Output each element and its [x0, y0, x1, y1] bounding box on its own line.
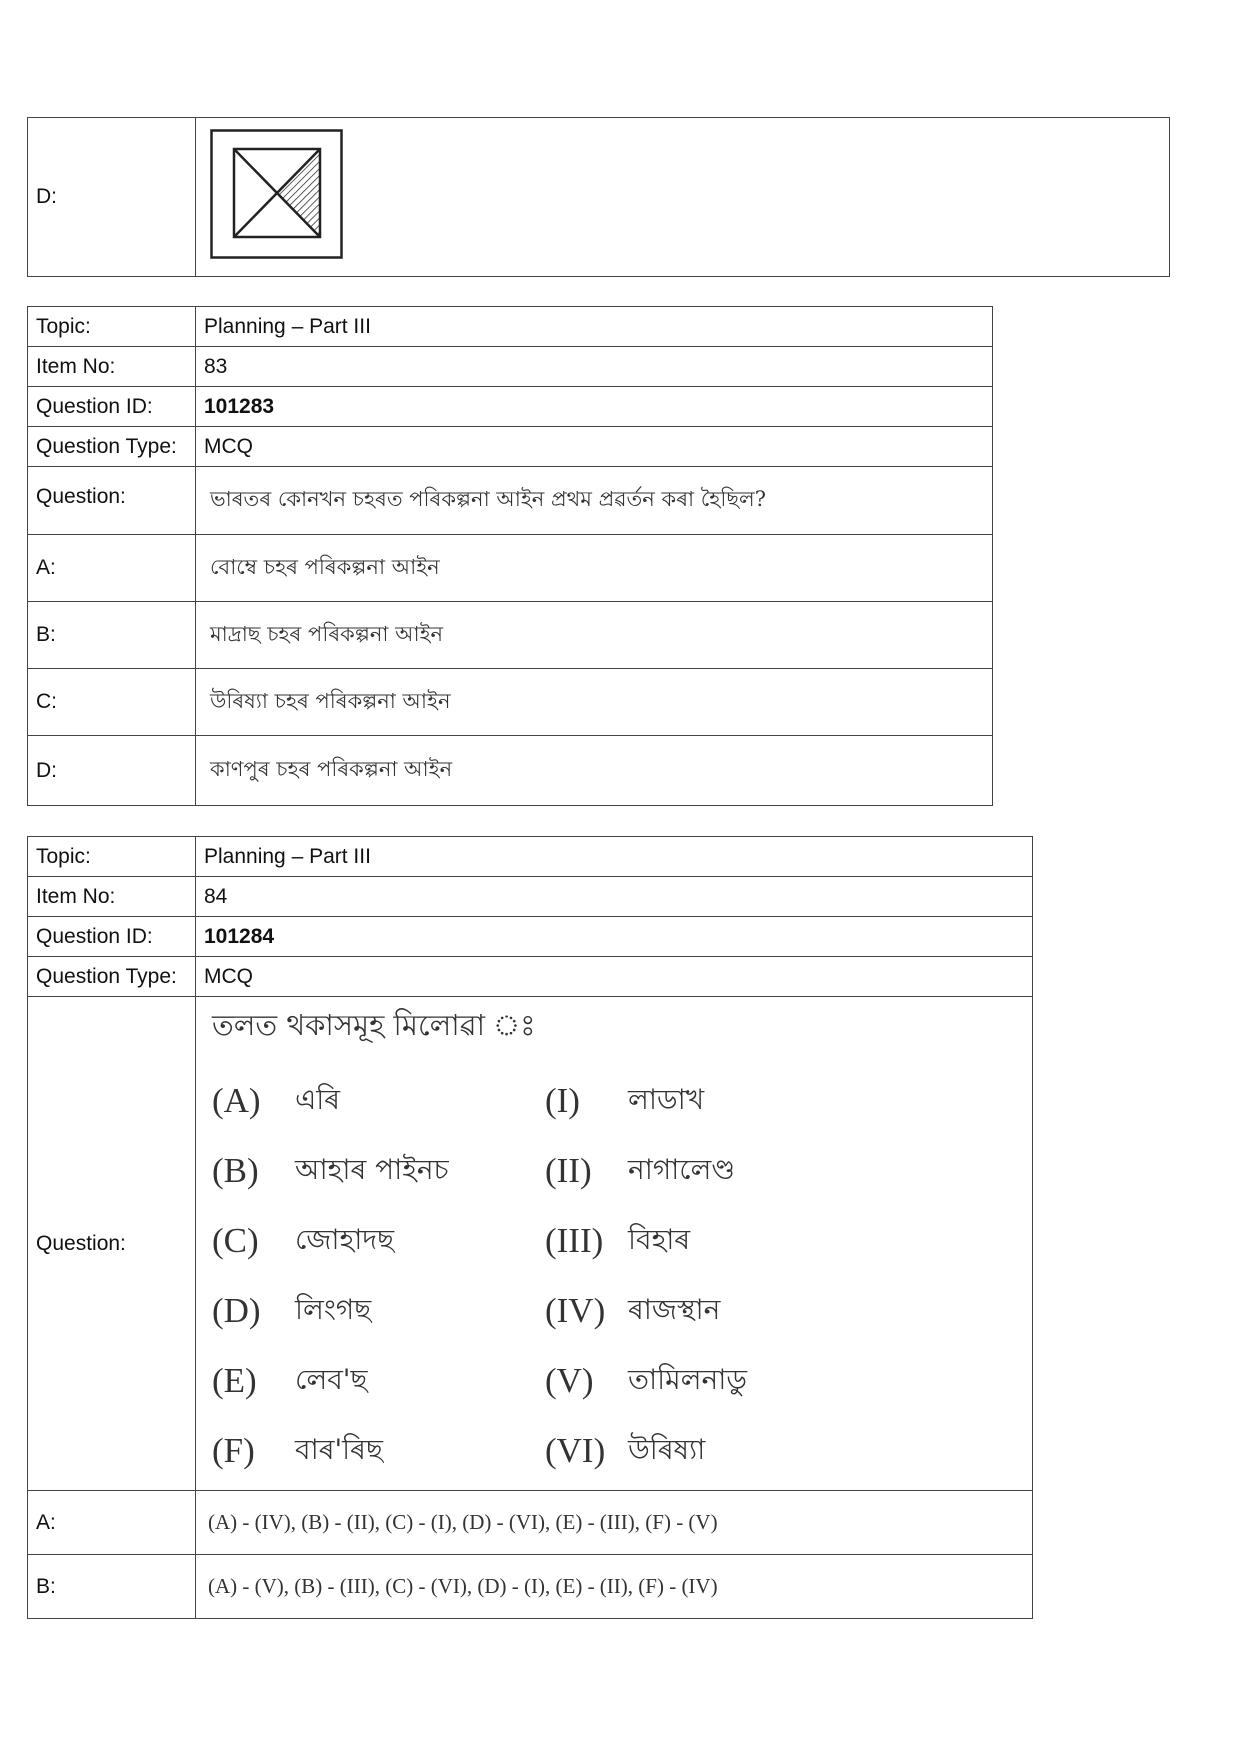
option-text: মাদ্ৰাছ চহৰ পৰিকল্পনা আইন	[196, 602, 993, 669]
match-row	[212, 1346, 1024, 1416]
question-cell	[196, 997, 1033, 1491]
crossed-square-half-hatched-icon	[210, 129, 344, 259]
option-label: C:	[28, 669, 196, 736]
match-right-key: (II)	[545, 1151, 592, 1190]
question-type-label: Question Type:	[28, 957, 196, 997]
item-no-value: 83	[196, 347, 993, 387]
question-id-value: 101283	[204, 394, 275, 418]
item-no-value: 84	[196, 877, 1033, 917]
match-left-key: (E)	[212, 1361, 257, 1400]
item-no-label: Item No:	[28, 347, 196, 387]
question-text: তলত থকাসমূহ মিলোৱা ঃ	[212, 1008, 536, 1042]
match-right-value: উৰিষ্যা	[628, 1432, 706, 1466]
topic-value: Planning – Part III	[196, 307, 993, 347]
match-left-value: বাৰ'ৰিছ	[295, 1432, 383, 1466]
match-left-key: (C)	[212, 1221, 259, 1260]
match-right-value: বিহাৰ	[628, 1222, 691, 1256]
match-left-key: (A)	[212, 1081, 261, 1120]
option-label: D:	[28, 736, 196, 806]
option-label: B:	[28, 602, 196, 669]
option-text: কাণপুৰ চহৰ পৰিকল্পনা আইন	[196, 736, 993, 806]
match-row	[212, 1206, 1024, 1276]
question-table-84	[27, 836, 1033, 1619]
item-no-label: Item No:	[28, 877, 196, 917]
match-left-key: (D)	[212, 1291, 261, 1330]
match-left-value: জোহাদছ	[295, 1222, 395, 1256]
match-left-key: (F)	[212, 1431, 255, 1470]
match-right-key: (V)	[545, 1361, 594, 1400]
question-id-value: 101284	[204, 924, 275, 948]
match-row	[212, 1416, 1024, 1486]
question-type-value: MCQ	[196, 957, 1033, 997]
option-label: D:	[28, 118, 196, 277]
match-right-value: লাডাখ	[628, 1082, 705, 1116]
question-table-83	[27, 306, 993, 806]
match-row	[212, 1136, 1024, 1206]
option-image-cell	[196, 118, 1170, 277]
question-label: Question:	[28, 467, 196, 535]
option-label: B:	[28, 1555, 196, 1619]
match-left-value: এৰি	[295, 1082, 341, 1116]
match-right-key: (VI)	[545, 1431, 606, 1470]
option-text: উৰিষ্যা চহৰ পৰিকল্পনা আইন	[196, 669, 993, 736]
option-text: (A) - (IV), (B) - (II), (C) - (I), (D) - (VI), (E) - (III), (F) - (V)	[196, 1491, 1033, 1555]
option-label: A:	[28, 1491, 196, 1555]
match-right-value: ৰাজস্থান	[628, 1292, 721, 1326]
option-label: A:	[28, 535, 196, 602]
question-label: Question:	[28, 997, 196, 1491]
option-text: বোম্বে চহৰ পৰিকল্পনা আইন	[196, 535, 993, 602]
match-right-key: (I)	[545, 1081, 580, 1120]
match-left-value: লিংগছ	[295, 1292, 372, 1326]
option-text: (A) - (V), (B) - (III), (C) - (VI), (D) - (I), (E) - (II), (F) - (IV)	[196, 1555, 1033, 1619]
topic-label: Topic:	[28, 307, 196, 347]
match-right-key: (III)	[545, 1221, 604, 1260]
topic-value: Planning – Part III	[196, 837, 1033, 877]
question-text: ভাৰতৰ কোনখন চহৰত পৰিকল্পনা আইন প্ৰথম প্ৰৱৰ্তন কৰা হৈছিল?	[196, 467, 993, 535]
question-id-label: Question ID:	[28, 917, 196, 957]
match-row	[212, 1066, 1024, 1136]
question-type-value: MCQ	[196, 427, 993, 467]
match-right-key: (IV)	[545, 1291, 606, 1330]
match-right-value: তামিলনাডু	[628, 1362, 747, 1396]
match-right-value: নাগালেণ্ড	[628, 1152, 736, 1186]
question-id-label: Question ID:	[28, 387, 196, 427]
match-row	[212, 1276, 1024, 1346]
prev-option-table	[27, 117, 1170, 277]
topic-label: Topic:	[28, 837, 196, 877]
question-type-label: Question Type:	[28, 427, 196, 467]
match-left-key: (B)	[212, 1151, 259, 1190]
match-left-value: লেব'ছ	[295, 1362, 368, 1396]
match-left-value: আহাৰ পাইনচ	[295, 1152, 449, 1186]
match-question	[204, 997, 1024, 1490]
